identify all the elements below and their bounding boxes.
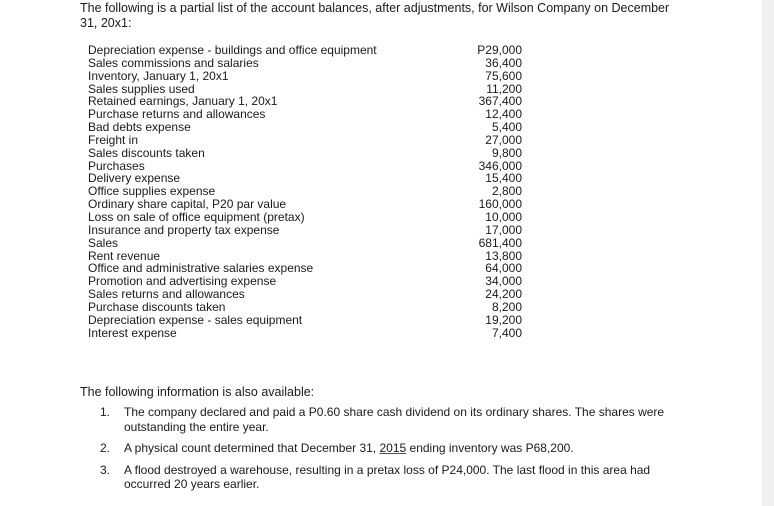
account-row (88, 57, 522, 70)
intro-paragraph: The following is a partial list of the account balances, after adjustments, for Wilson Company on December 31, 20x1: (80, 1, 670, 30)
account-row (88, 288, 522, 301)
account-amount: 27,000 (485, 132, 522, 147)
account-row (88, 224, 522, 237)
account-amount: 7,400 (491, 325, 522, 340)
account-amount: 160,000 (478, 197, 522, 212)
account-amount: 64,000 (485, 261, 522, 276)
account-amount: 36,400 (485, 55, 522, 70)
additional-info-heading: The following information is also available: (80, 385, 315, 399)
scrollbar-track[interactable] (762, 0, 774, 506)
info-text-part: ending inventory was P68,200. (406, 441, 574, 455)
account-row (88, 314, 522, 327)
account-name: Purchase returns and allowances (88, 107, 266, 122)
account-name: Depreciation expense - buildings and office equipment (88, 43, 377, 57)
account-amount: 681,400 (478, 235, 522, 250)
info-number: 1. (100, 405, 111, 419)
account-amount: 11,200 (486, 81, 522, 96)
account-amount: 9,800 (491, 145, 522, 160)
account-name: Interest expense (88, 325, 177, 340)
account-row (88, 134, 522, 147)
account-balances-list (88, 44, 522, 339)
account-amount: 12,400 (485, 107, 522, 122)
info-item (100, 405, 700, 434)
account-amount: 367,400 (478, 94, 522, 109)
account-amount: 13,800 (485, 248, 522, 263)
account-row (88, 237, 522, 250)
account-name: Office and administrative salaries expense (88, 261, 314, 276)
account-amount: 17,000 (485, 222, 522, 237)
account-amount: 34,000 (485, 274, 522, 289)
account-amount: 19,200 (485, 312, 522, 327)
account-name: Retained earnings, January 1, 20x1 (88, 94, 278, 109)
account-amount: 10,000 (485, 209, 522, 224)
account-amount: 24,200 (485, 287, 522, 302)
account-row (88, 70, 522, 83)
info-text-part: A physical count determined that December 31, (124, 441, 380, 455)
account-amount: P29,000 (477, 43, 522, 57)
account-name: Freight in (88, 132, 139, 147)
account-amount: 8,200 (491, 299, 522, 314)
account-name: Promotion and advertising expense (88, 274, 277, 289)
account-name: Insurance and property tax expense (88, 222, 280, 237)
info-item (100, 441, 700, 456)
additional-info-list (100, 405, 700, 499)
underlined-year: 2015 (379, 441, 407, 455)
account-row (88, 44, 522, 57)
account-name: Purchases (88, 158, 145, 173)
account-row (88, 327, 522, 340)
account-name: Sales discounts taken (88, 145, 205, 160)
account-name: Sales commissions and salaries (88, 55, 259, 70)
account-name: Delivery expense (88, 171, 181, 186)
account-name: Loss on sale of office equipment (pretax) (88, 209, 305, 224)
account-name: Rent revenue (88, 248, 161, 263)
account-row (88, 121, 522, 134)
info-text (124, 405, 700, 434)
info-number: 2. (100, 441, 111, 455)
info-text (124, 463, 700, 492)
account-name: Ordinary share capital, P20 par value (88, 197, 287, 212)
account-amount: 2,800 (491, 184, 522, 199)
account-amount: 15,400 (485, 171, 522, 186)
account-name: Depreciation expense - sales equipment (88, 312, 303, 327)
info-text-part: A flood destroyed a warehouse, resulting in a pretax loss of P24,000. The last flood in this area had occurred 20 years earlier. (124, 462, 651, 491)
account-name: Sales returns and allowances (88, 287, 245, 302)
account-amount: 5,400 (491, 120, 522, 135)
account-name: Bad debts expense (88, 120, 191, 135)
account-name: Inventory, January 1, 20x1 (88, 68, 229, 83)
info-item (100, 463, 700, 492)
account-amount: 346,000 (478, 158, 522, 173)
account-row (88, 301, 522, 314)
info-text-part: The company declared and paid a P0.60 share cash dividend on its ordinary shares. The shares were outstanding the entire year. (124, 405, 665, 434)
account-name: Sales supplies used (88, 81, 195, 96)
account-name: Purchase discounts taken (88, 299, 226, 314)
account-row (88, 147, 522, 160)
account-name: Sales (88, 235, 119, 250)
account-name: Office supplies expense (88, 184, 216, 199)
account-row (88, 211, 522, 224)
account-amount: 75,600 (485, 68, 522, 83)
info-text (124, 441, 700, 456)
info-number: 3. (100, 462, 111, 477)
